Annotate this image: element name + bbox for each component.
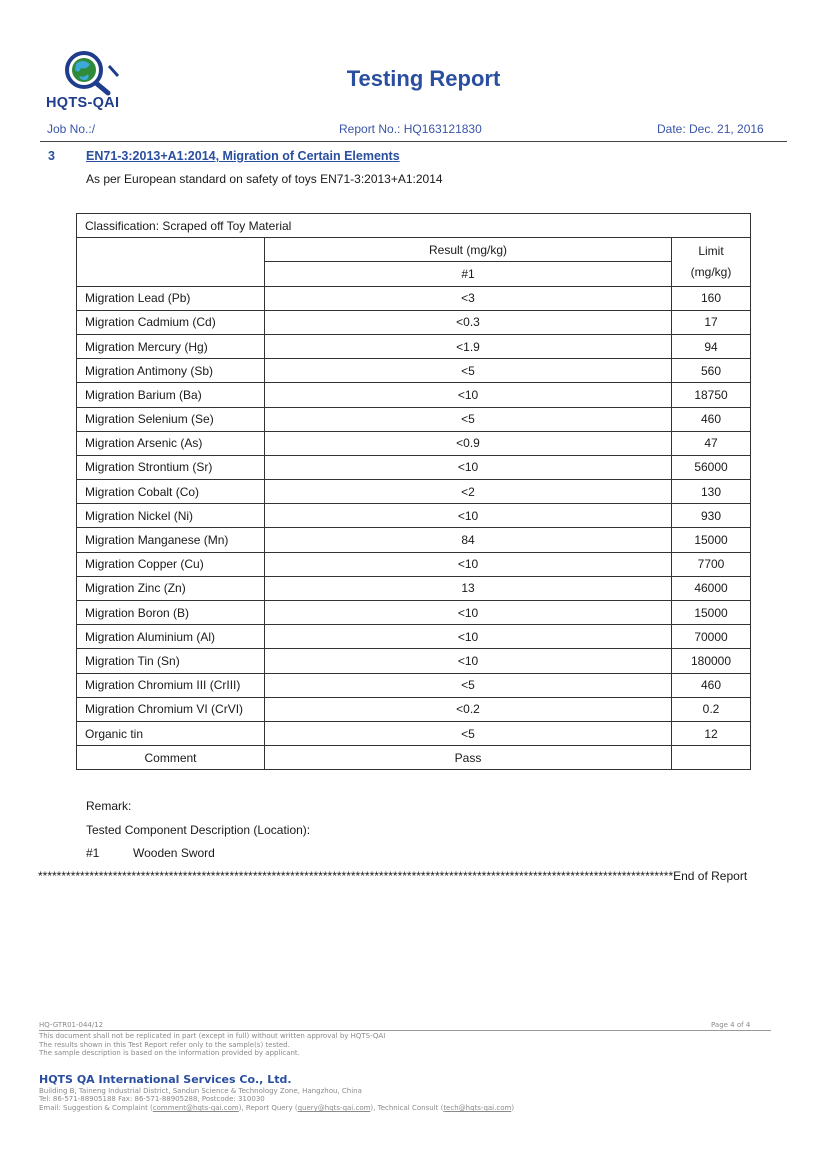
result-cell: <3 [265, 286, 672, 310]
disclaimer-line: The results shown in this Test Report refer only to the sample(s) tested. [39, 1040, 290, 1049]
element-name-cell: Migration Cobalt (Co) [77, 480, 265, 504]
limit-cell: 56000 [672, 455, 751, 479]
sample-header: #1 [265, 262, 672, 286]
limit-cell: 180000 [672, 649, 751, 673]
result-cell: <0.9 [265, 431, 672, 455]
result-cell: <5 [265, 359, 672, 383]
email-separator: ), Report Query ( [238, 1104, 298, 1112]
footer-divider [39, 1030, 771, 1031]
element-name-cell: Migration Nickel (Ni) [77, 504, 265, 528]
email-prefix: Email: Suggestion & Complaint ( [39, 1104, 153, 1112]
element-name-cell: Migration Cadmium (Cd) [77, 310, 265, 334]
table-row [77, 721, 751, 745]
element-name-cell: Migration Mercury (Hg) [77, 334, 265, 358]
limit-cell: 47 [672, 431, 751, 455]
element-name-cell: Migration Zinc (Zn) [77, 576, 265, 600]
table-row [77, 359, 751, 383]
table-row [77, 310, 751, 334]
result-header: Result (mg/kg) [265, 238, 672, 262]
comment-blank-cell [672, 746, 751, 770]
element-name-cell: Migration Chromium VI (CrVI) [77, 697, 265, 721]
job-number: Job No.:/ [47, 122, 96, 136]
limit-cell: 17 [672, 310, 751, 334]
limit-cell: 70000 [672, 625, 751, 649]
component-name: Wooden Sword [133, 846, 215, 860]
complaint-email-link[interactable]: comment@hqts-qai.com [152, 1104, 239, 1112]
table-row [77, 431, 751, 455]
element-name-cell: Migration Strontium (Sr) [77, 455, 265, 479]
email-suffix: ) [511, 1104, 515, 1112]
table-row [77, 455, 751, 479]
remark-label: Remark: [86, 799, 132, 813]
comment-label-cell: Comment [77, 746, 265, 770]
table-row [77, 552, 751, 576]
table-row [77, 649, 751, 673]
result-cell: <1.9 [265, 334, 672, 358]
element-name-cell: Migration Arsenic (As) [77, 431, 265, 455]
section-description: As per European standard on safety of toys EN71-3:2013+A1:2014 [86, 172, 443, 186]
form-code: HQ-GTR01-044/12 [39, 1021, 104, 1029]
limit-cell: 12 [672, 721, 751, 745]
table-row [77, 576, 751, 600]
logo-text: HQTS-QAI [46, 95, 120, 111]
disclaimer [39, 1032, 385, 1058]
element-name-cell: Organic tin [77, 721, 265, 745]
section-number: 3 [48, 149, 55, 163]
result-cell: <10 [265, 649, 672, 673]
table-row [77, 697, 751, 721]
table-row [77, 334, 751, 358]
company-address: Building B, Taineng Industrial District, Sandun Science & Technology Zone, Hangzhou, China [39, 1087, 362, 1095]
limit-cell: 930 [672, 504, 751, 528]
classification-row [77, 214, 751, 238]
result-cell: <10 [265, 625, 672, 649]
result-cell: <10 [265, 552, 672, 576]
element-name-cell: Migration Manganese (Mn) [77, 528, 265, 552]
limit-cell: 18750 [672, 383, 751, 407]
email-separator: ), Technical Consult ( [370, 1104, 444, 1112]
limit-header-line2: (mg/kg) [690, 264, 732, 279]
company-contact: Tel: 86-571-88905188 Fax: 86-571-88905288, Postcode: 310030 [39, 1095, 265, 1103]
result-cell: 13 [265, 576, 672, 600]
page-indicator: Page 4 of 4 [711, 1021, 751, 1029]
limit-cell: 460 [672, 673, 751, 697]
table-row [77, 504, 751, 528]
result-cell: <5 [265, 407, 672, 431]
result-cell: <10 [265, 455, 672, 479]
tech-email-link[interactable]: tech@hqts-qai.com [443, 1104, 512, 1112]
result-cell: <2 [265, 480, 672, 504]
result-cell: <10 [265, 504, 672, 528]
disclaimer-line: The sample description is based on the information provided by applicant. [39, 1049, 300, 1058]
limit-cell: 46000 [672, 576, 751, 600]
limit-header-line1: Limit [698, 243, 724, 258]
element-name-cell: Migration Copper (Cu) [77, 552, 265, 576]
section-heading: EN71-3:2013+A1:2014, Migration of Certain Elements [86, 149, 400, 163]
element-name-cell: Migration Aluminium (Al) [77, 625, 265, 649]
table-row [77, 286, 751, 310]
report-number: Report No.: HQ163121830 [339, 122, 482, 136]
result-cell: <0.3 [265, 310, 672, 334]
classification-cell: Classification: Scraped off Toy Material [77, 214, 751, 238]
header-row [77, 238, 751, 262]
table-row [77, 480, 751, 504]
table-row [77, 673, 751, 697]
result-cell: 84 [265, 528, 672, 552]
element-name-cell: Migration Selenium (Se) [77, 407, 265, 431]
limit-cell: 7700 [672, 552, 751, 576]
page-title: Testing Report [346, 66, 501, 91]
element-name-cell: Migration Barium (Ba) [77, 383, 265, 407]
company-name: HQTS QA International Services Co., Ltd. [39, 1073, 292, 1086]
header-blank-cell [77, 238, 265, 286]
report-date: Date: Dec. 21, 2016 [657, 122, 764, 136]
limit-cell: 15000 [672, 528, 751, 552]
result-cell: <10 [265, 383, 672, 407]
header-divider [40, 141, 787, 142]
table-row [77, 528, 751, 552]
table-row [77, 407, 751, 431]
result-cell: <5 [265, 673, 672, 697]
comment-row [77, 746, 751, 770]
element-name-cell: Migration Lead (Pb) [77, 286, 265, 310]
result-cell: <0.2 [265, 697, 672, 721]
limit-cell: 0.2 [672, 697, 751, 721]
element-name-cell: Migration Chromium III (CrIII) [77, 673, 265, 697]
result-cell: <10 [265, 601, 672, 625]
limit-cell: 94 [672, 334, 751, 358]
end-of-report-marker: ****************************************************************************************************************************************End of Report [38, 869, 748, 883]
element-name-cell: Migration Boron (B) [77, 601, 265, 625]
limit-cell: 560 [672, 359, 751, 383]
limit-cell: 130 [672, 480, 751, 504]
table-row [77, 383, 751, 407]
component-id: #1 [86, 846, 100, 860]
query-email-link[interactable]: query@hqts-qai.com [297, 1104, 371, 1112]
results-table [76, 213, 751, 770]
table-row [77, 601, 751, 625]
element-name-cell: Migration Antimony (Sb) [77, 359, 265, 383]
limit-cell: 160 [672, 286, 751, 310]
limit-cell: 15000 [672, 601, 751, 625]
limit-header [672, 238, 751, 286]
table-row [77, 625, 751, 649]
company-email-line [39, 1104, 514, 1113]
element-name-cell: Migration Tin (Sn) [77, 649, 265, 673]
result-cell: <5 [265, 721, 672, 745]
comment-value-cell: Pass [265, 746, 672, 770]
limit-cell: 460 [672, 407, 751, 431]
disclaimer-line: This document shall not be replicated in part (except in full) without written approval by HQTS-QAI [39, 1032, 386, 1040]
component-description-label: Tested Component Description (Location): [86, 823, 311, 837]
